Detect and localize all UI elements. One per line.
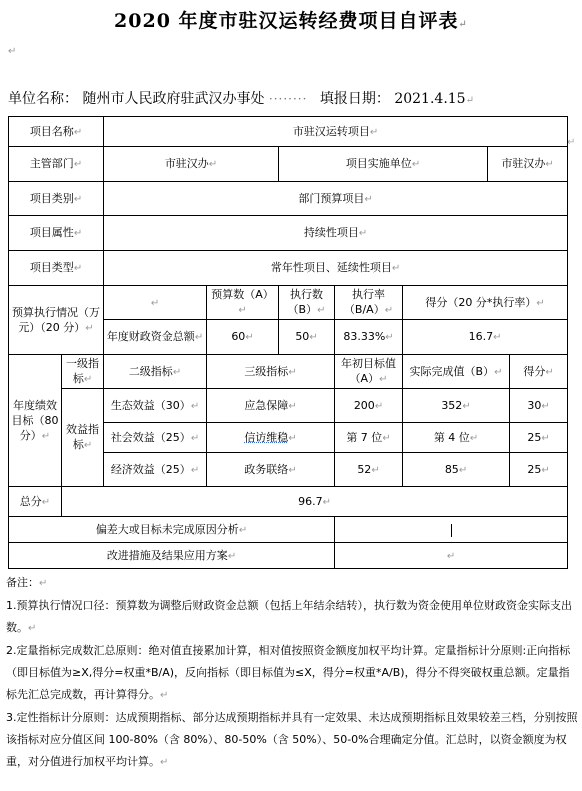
notes-heading: 备注：↵ — [6, 576, 48, 589]
actual-header: 实际完成值（B）↵ — [403, 355, 510, 389]
budget-value[interactable]: 60↵ — [207, 320, 279, 355]
perf-row — [9, 389, 568, 423]
actual-cell[interactable]: 352↵ — [403, 389, 510, 423]
note-item: 2.定量指标完成数汇总原则：绝对值直接累加计算，相对值按照资金额度加权平均计算。定量指标计分原则:正向指标（即目标值为≥X,得分=权重*B/A)，反向指标（即目标值为≤X，得分=权重*A/B)，得分不得突破权重总额。定量指标先汇总完成数，再计算得分。↵ — [6, 644, 571, 701]
dept-value[interactable]: 市驻汉办↵ — [104, 147, 279, 182]
unit-label: 单位名称： — [8, 91, 78, 107]
score-cell[interactable]: 25↵ — [510, 423, 568, 453]
category-value[interactable]: 部门预算项目↵ — [104, 182, 568, 216]
text-cursor — [451, 524, 452, 537]
dotted-leader: ········ — [268, 92, 308, 106]
dept-label: 主管部门↵ — [9, 147, 104, 182]
type-label: 项目类型↵ — [9, 251, 104, 286]
actual-cell[interactable]: 85↵ — [403, 453, 510, 487]
total-label: 总分↵ — [9, 487, 62, 517]
impl-unit-value[interactable]: 市驻汉办↵ — [488, 147, 568, 182]
date-label: 填报日期： — [319, 91, 390, 107]
attribute-value[interactable]: 持续性项目↵ — [104, 216, 568, 251]
perf-score-header: 得分↵ — [510, 355, 568, 389]
attribute-row — [9, 216, 568, 251]
category-label: 项目类别↵ — [9, 182, 104, 216]
level3-cell: 应急保障↵ — [207, 389, 335, 423]
level2-cell: 经济效益（25）↵ — [104, 453, 207, 487]
level1-header: 一级指标↵ — [62, 355, 104, 389]
actual-cell[interactable]: 第 4 位↵ — [403, 423, 510, 453]
benefit-indicator-label: 效益指标↵ — [62, 389, 104, 487]
perf-section-label: 年度绩效目标（80 分）↵ — [9, 355, 62, 487]
measures-row — [9, 543, 568, 569]
unit-info-row: 单位名称： 随州市人民政府驻武汉办事处 ········ 填报日期： 2021.4.15↵ — [8, 91, 474, 107]
deviation-input[interactable] — [335, 517, 568, 543]
notes-section — [6, 572, 578, 774]
budget-col-header: 预算数（A）↵ — [207, 286, 279, 320]
paragraph-mark: ↵ — [8, 46, 17, 57]
exec-value[interactable]: 50↵ — [279, 320, 335, 355]
impl-unit-label: 项目实施单位↵ — [279, 147, 488, 182]
attribute-label: 项目属性↵ — [9, 216, 104, 251]
level2-cell: 生态效益（30）↵ — [104, 389, 207, 423]
note-item: 3.定性指标计分原则：达成预期指标、部分达成预期指标并具有一定效果、未达成预期指标且效果较差三档，分别按照该指标对应分值区间 100-80%（含 80%）、80-50%（含 50%）、50-0%合理确定分值。汇总时，以资金额度为权重，对分值进行加权平均计算。↵ — [6, 711, 578, 768]
date-value: 2021.4.15 — [394, 91, 466, 107]
dept-row — [9, 147, 568, 182]
rate-col-header: 执行率（B/A）↵ — [335, 286, 403, 320]
budget-header-blank: ↵ — [104, 286, 207, 320]
deviation-row — [9, 517, 568, 543]
budget-header-row — [9, 286, 568, 320]
budget-score-col-header: 得分（20 分*执行率）↵ — [403, 286, 568, 320]
note-item: 1.预算执行情况口径：预算数为调整后财政资金总额（包括上年结余结转），执行数为资金使用单位财政资金实际支出数。↵ — [6, 599, 572, 634]
score-cell[interactable]: 25↵ — [510, 453, 568, 487]
total-row — [9, 487, 568, 517]
project-name-value[interactable]: 市驻汉运转项目↵ — [104, 117, 568, 147]
level2-cell: 社会效益（25）↵ — [104, 423, 207, 453]
target-cell[interactable]: 200↵ — [335, 389, 403, 423]
category-row — [9, 182, 568, 216]
page-title: 2020 年度市驻汉运转经费项目自评表↵ — [114, 10, 468, 32]
level3-cell: 政务联络↵ — [207, 453, 335, 487]
evaluation-table — [8, 116, 568, 569]
type-row — [9, 251, 568, 286]
project-name-label: 项目名称↵ — [9, 117, 104, 147]
measures-label: 改进措施及结果应用方案↵ — [9, 543, 335, 569]
total-value[interactable]: 96.7↵ — [62, 487, 568, 517]
rate-value[interactable]: 83.33%↵ — [335, 320, 403, 355]
deviation-label: 偏差大或目标未完成原因分析↵ — [9, 517, 335, 543]
score-cell[interactable]: 30↵ — [510, 389, 568, 423]
unit-name: 随州市人民政府驻武汉办事处 — [82, 91, 265, 107]
project-name-row — [9, 117, 568, 147]
measures-input[interactable]: ↵ — [335, 543, 568, 569]
perf-header-row — [9, 355, 568, 389]
budget-score-value[interactable]: 16.7↵ — [403, 320, 568, 355]
type-value[interactable]: 常年性项目、延续性项目↵ — [104, 251, 568, 286]
target-header: 年初目标值（A）↵ — [335, 355, 403, 389]
level3-header: 三级指标↵ — [207, 355, 335, 389]
exec-col-header: 执行数（B）↵ — [279, 286, 335, 320]
target-cell[interactable]: 52↵ — [335, 453, 403, 487]
budget-section-label: 预算执行情况（万元）（20 分）↵ — [9, 286, 104, 355]
budget-row-label: 年度财政资金总额↵ — [104, 320, 207, 355]
row-end-mark: ↵ — [567, 137, 576, 148]
level3-cell: 信访维稳↵ — [207, 423, 335, 453]
target-cell[interactable]: 第 7 位↵ — [335, 423, 403, 453]
level2-header: 二级指标↵ — [104, 355, 207, 389]
